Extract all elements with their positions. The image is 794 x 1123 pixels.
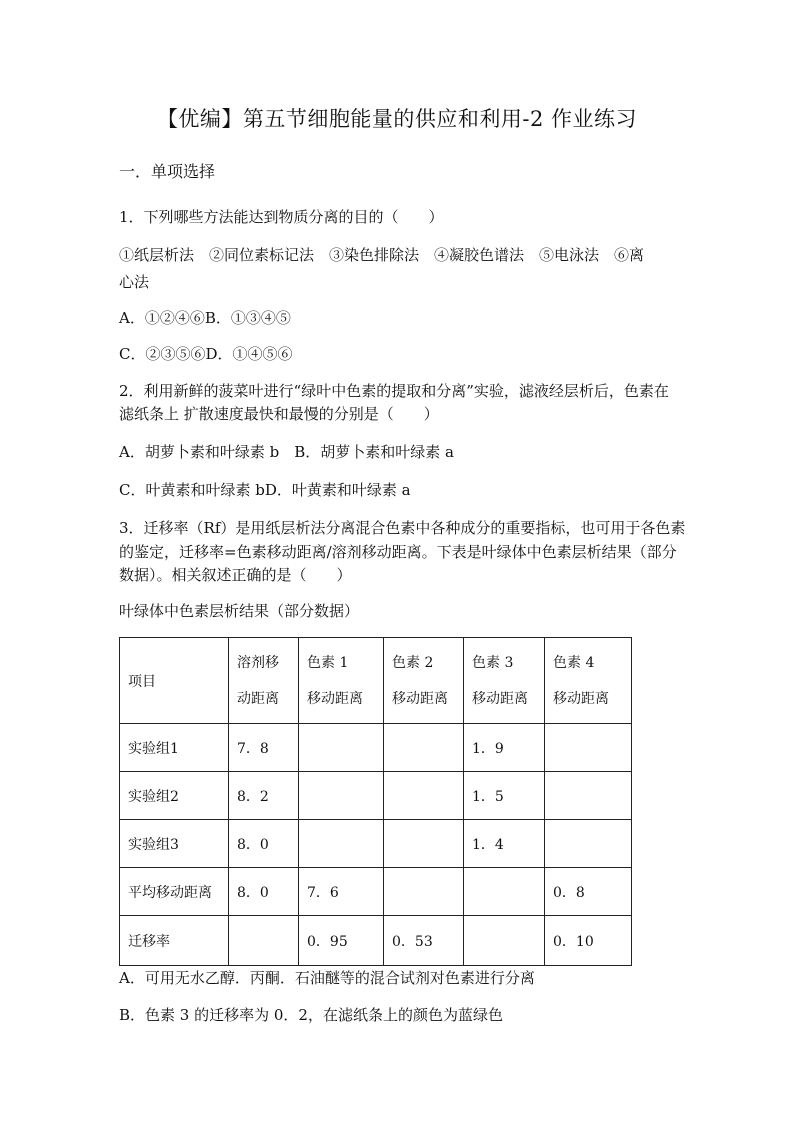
table-cell (299, 724, 384, 772)
table-cell: 实验组1 (120, 724, 229, 772)
table-cell: 7．6 (299, 868, 384, 916)
q3-option-b: B．色素 3 的迁移率为 0．2，在滤纸条上的颜色为蓝绿色 (119, 1006, 503, 1024)
q1-options-ab: A．①②④⑥B．①③④⑤ (119, 309, 291, 327)
header-text: 移动距离 (472, 690, 528, 707)
header-cell (299, 638, 384, 724)
table-cell: 0．53 (384, 916, 464, 966)
table-caption: 叶绿体中色素层析结果（部分数据） (119, 602, 360, 620)
table-cell: 1．5 (464, 772, 545, 820)
table-cell: 实验组2 (120, 772, 229, 820)
q2-options-ab: A．胡萝卜素和叶绿素 b B．胡萝卜素和叶绿素 a (119, 443, 454, 461)
q3-option-a: A．可用无水乙醇．丙酮．石油醚等的混合试剂对色素进行分离 (119, 969, 535, 987)
table-cell (384, 724, 464, 772)
table-cell: 实验组3 (120, 820, 229, 868)
q2-stem-line1: 2．利用新鲜的菠菜叶进行“绿叶中色素的提取和分离”实验，滤液经层析后，色素在 (119, 382, 669, 400)
table-cell (545, 772, 632, 820)
q1-options-cd: C．②③⑤⑥D．①④⑤⑥ (119, 345, 293, 363)
section-heading: 一．单项选择 (119, 162, 216, 181)
table-cell (384, 868, 464, 916)
table-cell: 0．10 (545, 916, 632, 966)
table-cell (545, 724, 632, 772)
table-row (120, 724, 632, 772)
table-row (120, 916, 632, 966)
header-text: 动距离 (237, 690, 279, 707)
header-text: 溶剂移 (237, 654, 279, 671)
table-cell (384, 772, 464, 820)
table-cell: 1．4 (464, 820, 545, 868)
table-cell (545, 820, 632, 868)
table-cell: 1．9 (464, 724, 545, 772)
page-title: 【优编】第五节细胞能量的供应和利用-2 作业练习 (156, 107, 638, 131)
q2-options-cd: C．叶黄素和叶绿素 bD．叶黄素和叶绿素 a (119, 481, 411, 499)
table-header-row (120, 638, 632, 724)
table-cell (299, 820, 384, 868)
table-cell (464, 868, 545, 916)
table-cell: 平均移动距离 (120, 868, 229, 916)
table-cell (299, 772, 384, 820)
table-cell: 0．8 (545, 868, 632, 916)
header-cell (384, 638, 464, 724)
header-text: 色素 1 (307, 654, 349, 671)
header-text: 色素 4 (553, 654, 595, 671)
header-cell (545, 638, 632, 724)
q1-methods-line2: 心法 (119, 273, 150, 291)
table-cell: 0．95 (299, 916, 384, 966)
table-row (120, 868, 632, 916)
header-text: 移动距离 (553, 690, 609, 707)
header-text: 移动距离 (392, 690, 448, 707)
header-text: 移动距离 (307, 690, 363, 707)
table-cell: 8．2 (229, 772, 299, 820)
q3-stem-line1: 3．迁移率（Rf）是用纸层析法分离混合色素中各种成分的重要指标，也可用于各色素 (119, 519, 686, 537)
table-cell (384, 820, 464, 868)
q1-stem: 1．下列哪些方法能达到物质分离的目的（ ） (119, 208, 444, 226)
table-cell: 8．0 (229, 868, 299, 916)
header-text: 项目 (128, 673, 156, 690)
table-cell (464, 916, 545, 966)
q3-stem-line3: 数据）。相关叙述正确的是（ ） (119, 566, 352, 584)
header-cell (464, 638, 545, 724)
table-cell: 8．0 (229, 820, 299, 868)
q2-stem-line2: 滤纸条上 扩散速度最快和最慢的分别是（ ） (119, 405, 439, 423)
table-row (120, 772, 632, 820)
header-text: 色素 3 (472, 654, 514, 671)
header-text: 色素 2 (392, 654, 434, 671)
table-cell (229, 916, 299, 966)
results-table (119, 637, 632, 966)
table-row (120, 820, 632, 868)
q3-stem-line2: 的鉴定，迁移率=色素移动距离/溶剂移动距离。下表是叶绿体中色素层析结果（部分 (119, 543, 677, 561)
table-cell: 迁移率 (120, 916, 229, 966)
header-cell (229, 638, 299, 724)
header-cell (120, 638, 229, 724)
q1-methods-line1: ①纸层析法 ②同位素标记法 ③染色排除法 ④凝胶色谱法 ⑤电泳法 ⑥离 (119, 246, 645, 264)
table-cell: 7．8 (229, 724, 299, 772)
